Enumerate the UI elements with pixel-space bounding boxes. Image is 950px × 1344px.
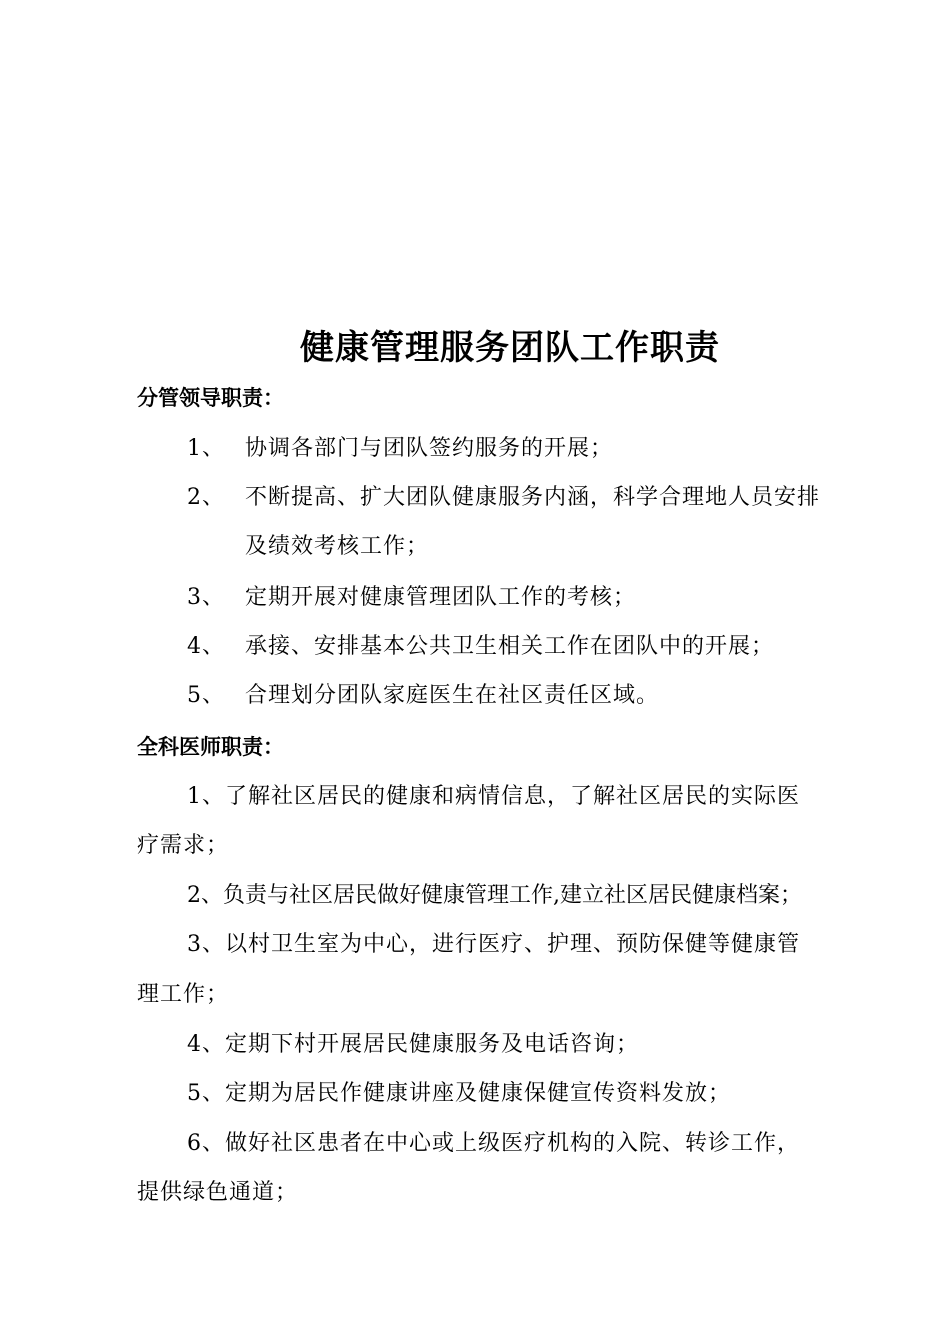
item-text: 不断提高、扩大团队健康服务内涵，科学合理地人员安排 <box>245 485 821 510</box>
section-heading-gp: 全科医师职责： <box>137 735 284 759</box>
item-text: 定期开展对健康管理团队工作的考核； <box>245 585 637 610</box>
item-text: 承接、安排基本公共卫生相关工作在团队中的开展； <box>245 634 775 659</box>
item-number: 3、 <box>187 585 225 610</box>
item-number: 2、 <box>187 485 225 510</box>
paragraph-line-continued: 疗需求； <box>137 833 230 858</box>
paragraph-line: 1、了解社区居民的健康和病情信息，了解社区居民的实际医 <box>187 784 800 809</box>
paragraph-line: 2、负责与社区居民做好健康管理工作,建立社区居民健康档案； <box>187 883 802 908</box>
item-text: 协调各部门与团队签约服务的开展； <box>245 436 614 461</box>
item-text: 合理划分团队家庭医生在社区责任区域。 <box>245 683 660 708</box>
document-title: 健康管理服务团队工作职责 <box>300 328 720 368</box>
item-number: 5、 <box>187 683 225 708</box>
paragraph-line: 6、做好社区患者在中心或上级医疗机构的入院、转诊工作， <box>187 1131 800 1156</box>
paragraph-line: 4、定期下村开展居民健康服务及电话咨询； <box>187 1032 639 1057</box>
paragraph-line-continued: 提供绿色通道； <box>137 1180 299 1205</box>
item-text-continued: 及绩效考核工作； <box>245 534 430 559</box>
item-number: 4、 <box>187 634 225 659</box>
section-heading-leader: 分管领导职责： <box>137 386 284 410</box>
paragraph-line: 3、以村卫生室为中心，进行医疗、护理、预防保健等健康管 <box>187 932 800 957</box>
paragraph-line-continued: 理工作； <box>137 982 230 1007</box>
item-number: 1、 <box>187 436 225 461</box>
paragraph-line: 5、定期为居民作健康讲座及健康保健宣传资料发放； <box>187 1081 731 1106</box>
